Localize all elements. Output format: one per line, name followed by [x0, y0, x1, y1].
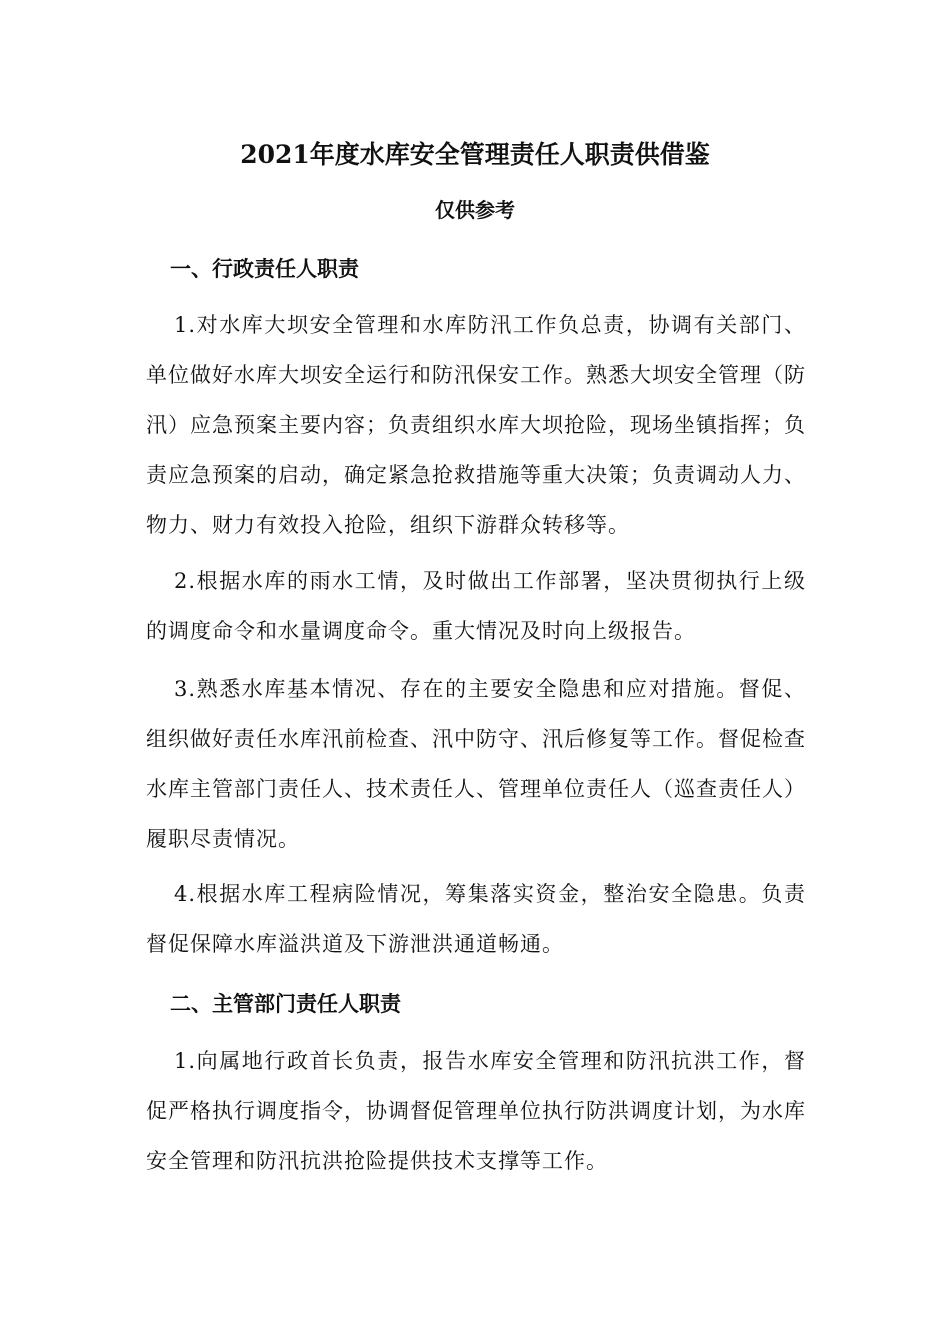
- paragraph: 2.根据水库的雨水工情，及时做出工作部署，坚决贯彻执行上级的调度命令和水量调度命令。重大情况及时向上级报告。: [146, 569, 806, 643]
- document-title: 2021年度水库安全管理责任人职责供借鉴: [240, 140, 710, 169]
- paragraph: 1.向属地行政首长负责，报告水库安全管理和防汛抗洪工作，督促严格执行调度指令，协调督促管理单位执行防洪调度计划，为水库安全管理和防汛抗洪抢险提供技术支撑等工作。: [146, 1049, 806, 1173]
- section-heading-administrative: 一、行政责任人职责: [170, 256, 359, 281]
- paragraph: 3.熟悉水库基本情况、存在的主要安全隐患和应对措施。督促、组织做好责任水库汛前检查、汛中防守、汛后修复等工作。督促检查水库主管部门责任人、技术责任人、管理单位责任人（巡查责任人）履职尽责情况。: [146, 677, 806, 851]
- paragraph: 4.根据水库工程病险情况，筹集落实资金，整治安全隐患。负责督促保障水库溢洪道及下游泄洪通道畅通。: [146, 882, 806, 956]
- document-subtitle: 仅供参考: [435, 198, 515, 222]
- paragraph: 1.对水库大坝安全管理和水库防汛工作负总责，协调有关部门、单位做好水库大坝安全运行和防汛保安工作。熟悉大坝安全管理（防汛）应急预案主要内容；负责组织水库大坝抢险，现场坐镇指挥；负责应急预案的启动，确定紧急抢救措施等重大决策；负责调动人力、物力、财力有效投入抢险，组织下游群众转移等。: [146, 313, 806, 537]
- section-heading-department: 二、主管部门责任人职责: [170, 991, 401, 1016]
